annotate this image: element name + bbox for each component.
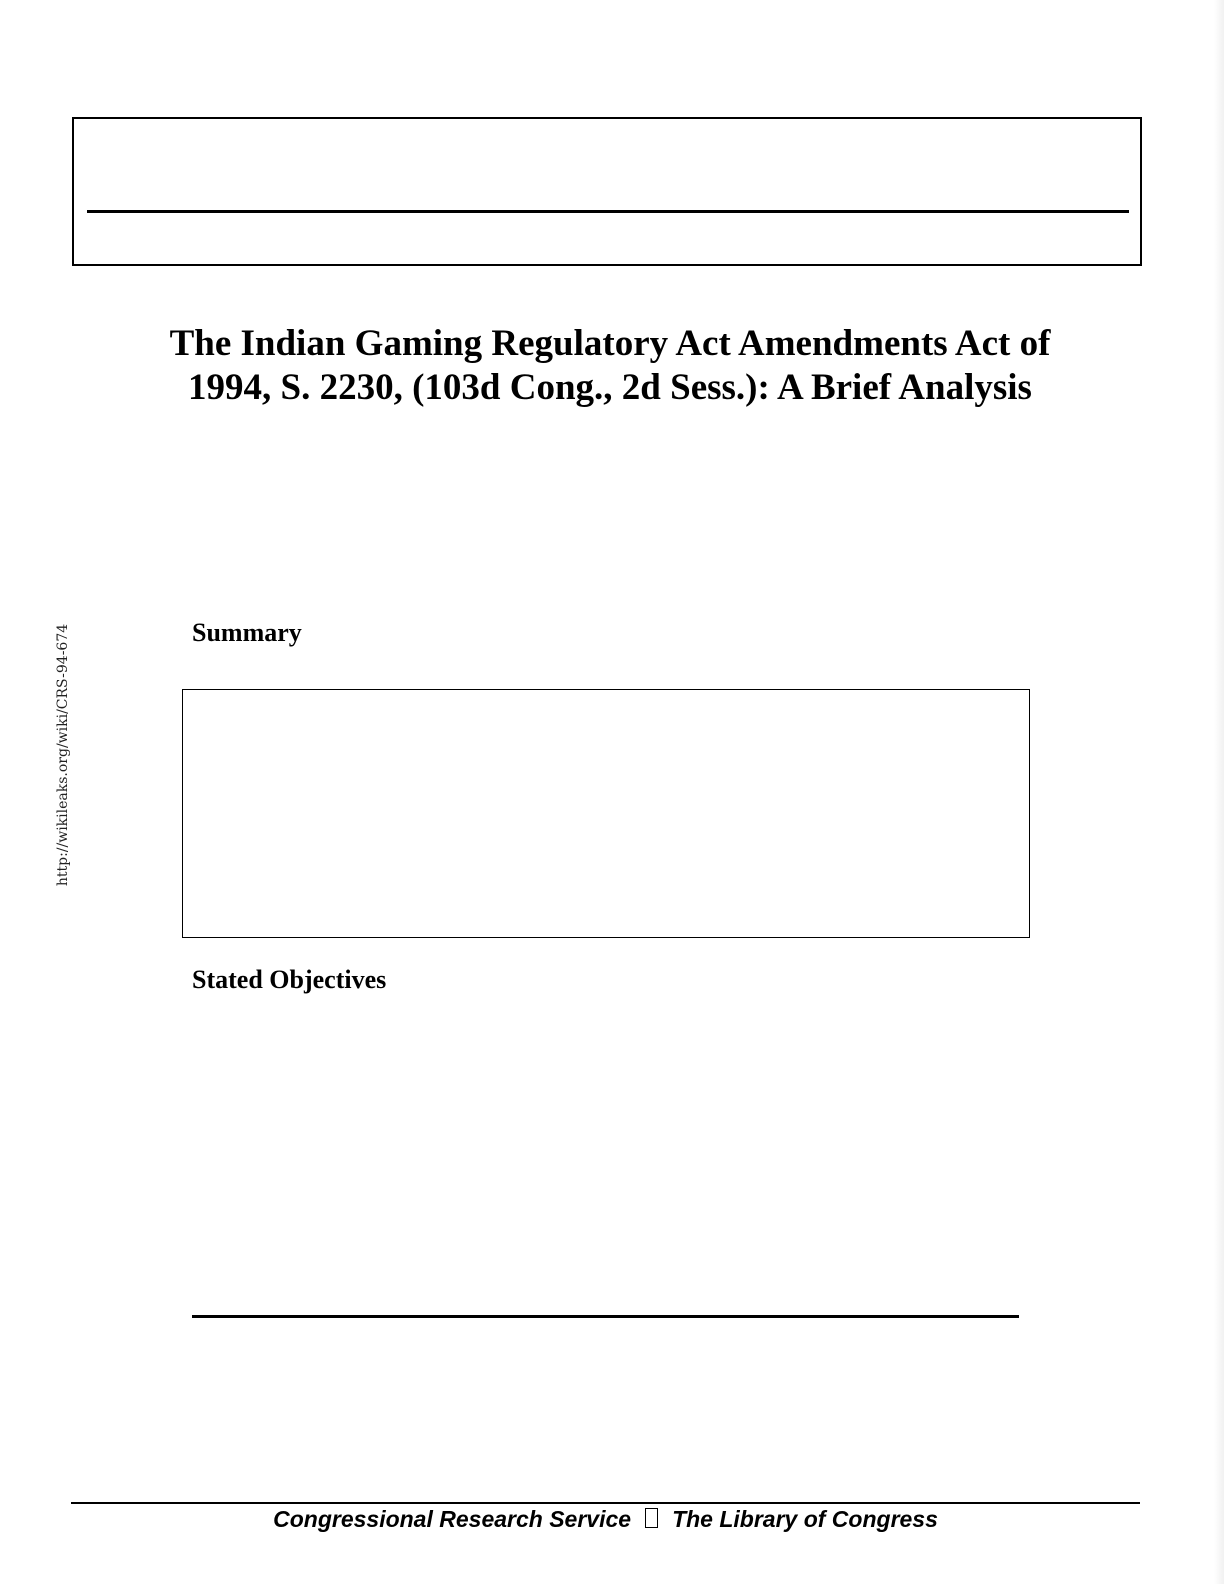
footer-right-text: The Library of Congress bbox=[672, 1506, 938, 1532]
stated-objectives-heading: Stated Objectives bbox=[192, 965, 387, 994]
footer bbox=[71, 1504, 1140, 1534]
separator-box-icon bbox=[645, 1508, 658, 1528]
header-rule bbox=[87, 210, 1129, 213]
summary-box bbox=[182, 689, 1030, 938]
footer-left-text: Congressional Research Service bbox=[273, 1506, 632, 1532]
document-title: The Indian Gaming Regulatory Act Amendments Act of 1994, S. 2230, (103d Cong., 2d Sess.): A Brief Analysis bbox=[169, 323, 1051, 408]
page-edge-shade bbox=[1214, 0, 1224, 1584]
header-box bbox=[72, 117, 1142, 266]
side-url: http://wikileaks.org/wiki/CRS-94-674 bbox=[55, 623, 71, 887]
summary-heading: Summary bbox=[192, 618, 302, 647]
body-rule bbox=[192, 1315, 1019, 1318]
